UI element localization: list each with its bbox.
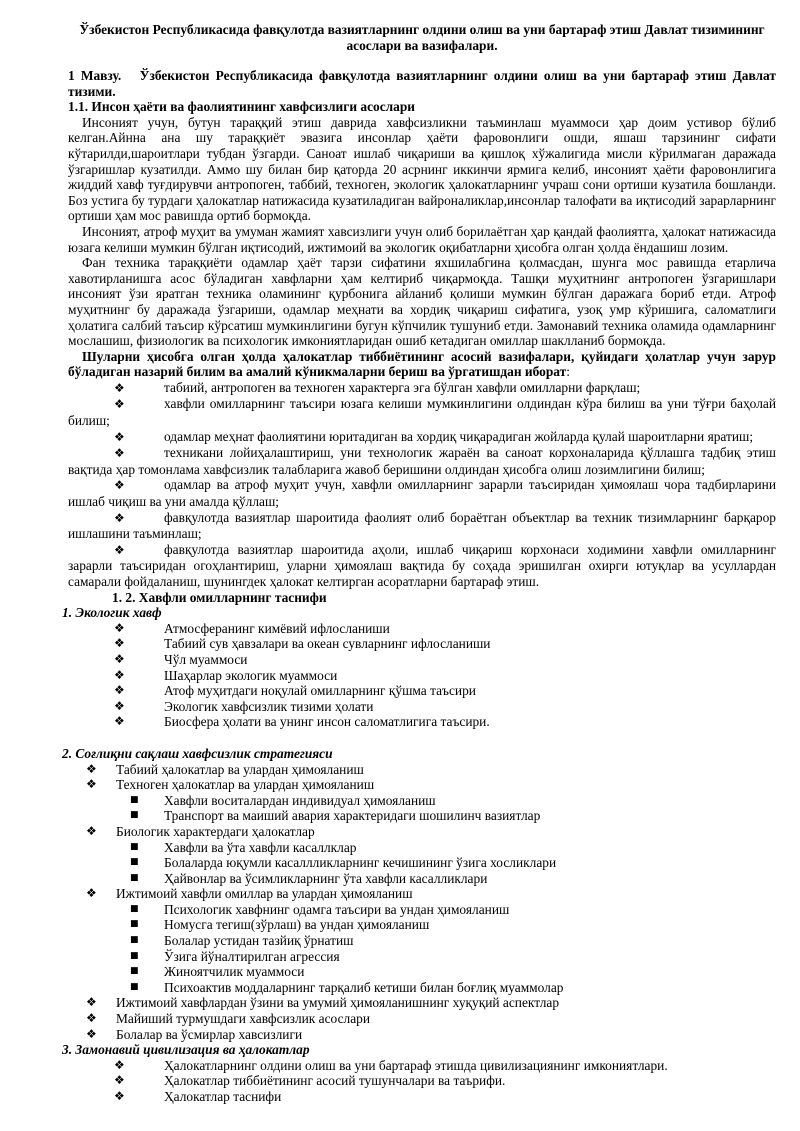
hazard-item-text: Шаҳарлар экологик муаммоси [164, 667, 338, 683]
strategy-item-text: Майиший турмушдаги хавфсизлик асослари [116, 1011, 371, 1027]
strategy-sub-item-text: Ўзига йўналтирилган агрессия [164, 948, 340, 964]
hazard-item [114, 668, 776, 684]
task-bullet-text: техникани лойиҳалаштириш, уни технологик жараён ва саноат корхоналарида қўллашга тадбиқ этиш вақтида ҳар томонлама хавфсизлик талабларига жавоб беришини олдиндан ҳисобга олиш лозимлигини билиш; [68, 445, 776, 477]
task-bullet-item [68, 429, 776, 446]
paragraph: Инсоният, атроф муҳит ва умуман жамият хавсизлиги учун олиб борилаётган ҳар қандай фаолиятга, ҳалокат натижасида юзага келиши мумкин бўлган иқтисодий, ижтимоий ва экологик оқибатларни ҳисобга олган ҳолда ёндашиш лозим. [68, 223, 776, 255]
diamond-bullet-icon: ❖ [114, 620, 125, 635]
strategy-sub-item-text: Транспорт ва маиший авария характеридаги шошилинч вазиятлар [164, 808, 541, 824]
strategy-item [86, 886, 776, 902]
tasks-intro-colon: : [566, 364, 570, 380]
chapter-title: Ўзбекистон Республикасида фавқулотда вазиятларнинг олдини олиш ва уни бартараф этиш Давлат тизими. [68, 68, 776, 99]
hazard-item-text: Табиий сув ҳавзалари ва океан сувларнинг ифлосланиши [164, 636, 491, 652]
strategy-sub-item [130, 964, 776, 980]
diamond-bullet-icon: ❖ [86, 1011, 97, 1026]
square-bullet-icon: ■ [130, 794, 139, 805]
diamond-bullet-icon: ❖ [114, 1057, 125, 1072]
diamond-bullet-icon: ❖ [114, 714, 125, 729]
square-bullet-icon: ■ [130, 950, 139, 961]
task-bullet-item [68, 380, 776, 397]
strategy-sub-item-text: Болалар устидан тазйиқ ўрнатиш [164, 933, 354, 949]
diamond-bullet-icon: ❖ [114, 446, 125, 461]
hazard-item [114, 699, 776, 715]
tasks-bullet-list [68, 380, 776, 590]
hazard-group-title: 3. Замонавий цивилизация ва ҳалокатлар [62, 1042, 310, 1058]
square-bullet-icon: ■ [130, 857, 139, 868]
diamond-bullet-icon: ❖ [114, 698, 125, 713]
strategy-sub-item-text: Психологик хавфнинг одамга таъсири ва ундан ҳимояланиш [164, 901, 510, 917]
diamond-bullet-icon: ❖ [114, 429, 125, 444]
strategy-sub-item-text: Психоактив моддаларнинг тарқалиб кетиши билан боғлиқ муаммолар [164, 979, 564, 995]
strategy-item [86, 1027, 776, 1043]
strategy-sub-item [130, 871, 776, 887]
strategy-item [86, 762, 776, 778]
square-bullet-icon: ■ [130, 966, 139, 977]
diamond-bullet-icon: ❖ [114, 667, 125, 682]
task-bullet-text: одамлар меҳнат фаолиятини юритадиган ва хордиқ чиқарадиган жойларда қулай шароитларни яратиш; [164, 428, 754, 444]
hazard-item [114, 1058, 776, 1074]
task-bullet-text: одамлар ва атроф муҳит учун, хавфли омилларнинг зарарли таъсиридан ҳимоялаш чора тадбирларини ишлаб чиқиш ва уни амалда қўллаш; [68, 477, 776, 510]
task-bullet-item [68, 510, 776, 542]
strategy-item [86, 777, 776, 793]
diamond-bullet-icon: ❖ [114, 683, 125, 698]
task-bullet-text: фавқулотда вазиятлар шароитида аҳоли, ишлаб чиқариш корхонаси ходимини хавфли омилларнинг зарарли таъсиридан огоҳлантириш, уларни ҳимоялаш вақтида бу соҳада эришилган охирги ютуқлар ва усуллардан самарали фойдаланиш, шунингдек ҳалокат келтирган асоратларни бартараф этиш. [68, 541, 776, 589]
hazard-item-text: Биосфера ҳолати ва унинг инсон саломатлигига таъсири. [164, 714, 490, 730]
task-bullet-text: хавфли омилларнинг таъсири юзага келиши мумкинлигини олдиндан кўра билиш ва уни тўғри баҳолай билиш; [68, 396, 776, 429]
strategy-sub-item [130, 949, 776, 965]
spacer [68, 730, 776, 746]
square-bullet-icon: ■ [130, 872, 139, 883]
document-title: Ўзбекистон Республикасида фавқулотда вазиятларнинг олдини олиш ва уни бартараф этиш Давлат тизимининг асослари ва вазифалари. [79, 22, 765, 53]
diamond-bullet-icon: ❖ [86, 995, 97, 1010]
chapter-heading [68, 68, 776, 99]
diamond-bullet-icon: ❖ [86, 761, 97, 776]
strategy-item [86, 995, 776, 1011]
hazard-item [114, 621, 776, 637]
strategy-sub-item [130, 980, 776, 996]
diamond-bullet-icon: ❖ [86, 777, 97, 792]
strategy-item [86, 1011, 776, 1027]
hazard-item-text: Ҳалокатлар тиббиётининг асосий тушунчалари ва таърифи. [164, 1073, 506, 1089]
diamond-bullet-icon: ❖ [114, 478, 125, 493]
section-1-1-heading: 1.1. Инсон ҳаёти ва фаолиятининг хавфсизлиги асослари [68, 99, 416, 115]
section-1-2-heading: 1. 2. Хавфли омилларнинг таснифи [112, 589, 327, 605]
diamond-bullet-icon: ❖ [86, 1026, 97, 1041]
hazard-item [114, 683, 776, 699]
strategy-item-text: Табиий ҳалокатлар ва улардан ҳимояланиш [116, 761, 364, 777]
hazard-item-text: Чўл муаммоси [164, 651, 248, 667]
hazard-item [114, 1089, 776, 1105]
square-bullet-icon: ■ [130, 810, 139, 821]
strategy-sub-item [130, 902, 776, 918]
diamond-bullet-icon: ❖ [114, 380, 125, 395]
strategy-sub-item [130, 840, 776, 856]
hazard-item-text: Атоф муҳитдаги ноқулай омилларнинг қўшма таъсири [164, 683, 476, 699]
hazard-group-title: 1. Экологик хавф [62, 605, 162, 621]
strategy-sub-item [130, 855, 776, 871]
task-bullet-item [68, 396, 776, 428]
square-bullet-icon: ■ [130, 919, 139, 930]
diamond-bullet-icon: ❖ [114, 1089, 125, 1103]
strategy-sub-item [130, 808, 776, 824]
hazard-item-text: Экологик хавфсизлик тизими ҳолати [164, 698, 374, 714]
strategy-sub-item-text: Жиноятчилик муаммоси [164, 964, 305, 980]
square-bullet-icon: ■ [130, 935, 139, 946]
strategy-item-text: Болалар ва ўсмирлар хавсизлиги [116, 1026, 303, 1042]
hazard-item-text: Ҳалокатлар таснифи [164, 1089, 282, 1104]
diamond-bullet-icon: ❖ [86, 823, 97, 838]
hazard-group-title: 2. Соғлиқни сақлаш хавфсизлик стратегияси [62, 745, 333, 761]
hazard-groups [62, 605, 776, 1104]
paragraph: Фан техника тараққиёти одамлар ҳаёт тарзи сифатини яхшилабгина қолмасдан, шунга мос равишда етарлича хавотирланишга асос бўладиган хавфларни ҳам келтириб чиқармоқда. Ташқи муҳитнинг антропоген ўзгаришлари инсоният ўзи яратган техника оламининг қурбонига айланиб қолиши мумкин бўлган даражага бориб етди. Атроф муҳитнинг бу даражада ўзгариши, одамлар меҳнати ва хордиқ чиқариш сифатига, узоқ умр кўришига, саломатлиги ҳолатига салбий таъсир кўрсатиш мумкинлигини бугун кўпчилик тушуниб етди. Замонавий техника оламида одамларнинг мослашиш, физиологик ва психологик имкониятларидан ошиб кетадиган омиллар шаклланиб бормоқда. [68, 255, 776, 349]
strategy-sub-item [130, 793, 776, 809]
tasks-intro-paragraph [68, 349, 776, 380]
hazard-item [114, 636, 776, 652]
strategy-sub-item-text: Ҳайвонлар ва ўсимликларнинг ўта хавфли касалликлари [164, 870, 488, 886]
paragraph: Инсоният учун, бутун тараққий этиш даврида хавфсизликни таъминлаш муаммоси ҳар доим устивор бўлиб келган.Айнна ана шу тараққиёт эвазига инсонлар ҳаёти фаровонлиги ошди, яшаш тарзининг сифати кўтарилди,шароитлари тубдан ўзгарди. Саноат ишлаб чиқариши ва қишлоқ хўжалигида мисли кўрилмаган даражада ўзгаришлар кузатилди. Аммо шу билан бир қаторда 20 асрнинг иккинчи ярмига келиб, инсоният ҳаёти фаровонлигига жиддий хавф туғдирувчи антропоген, таббий, техноген, экологик ҳалокатларнинг учраш сони ортиши кузатила бошланди. Боз устига бу турдаги ҳалокатлар натижасида кузатиладиган вайроналиклар,инсонлар талофати ва иқтисодий зарарларнинг ортиши ҳам мос равишда ортиб бормоқда. [68, 114, 776, 224]
strategy-sub-item [130, 933, 776, 949]
diamond-bullet-icon: ❖ [114, 510, 125, 525]
diamond-bullet-icon: ❖ [114, 1073, 125, 1088]
strategy-item-text: Ижтимоий хавфлардан ўзини ва умумий ҳимояланишнинг хуқуқий аспектлар [116, 995, 560, 1011]
square-bullet-icon: ■ [130, 981, 139, 992]
task-bullet-text: фавқулотда вазиятлар шароитида фаолият олиб бораётган объектлар ва техник тизимларнинг барқарор ишлашини таъминлаш; [68, 509, 776, 542]
hazard-item-text: Атмосферанинг кимёвий ифлосланиши [164, 620, 390, 636]
strategy-item-text: Биологик характердаги ҳалокатлар [116, 823, 315, 839]
tasks-intro-text: Шуларни ҳисобга олган ҳолда ҳалокатлар тиббиётининг асосий вазифалари, қуйидаги ҳолатлар учун зарур бўладиган назарий билим ва амалий кўникмаларни бериш ва ўргатишдан иборат [68, 348, 776, 380]
strategy-item [86, 824, 776, 840]
strategy-sub-item-text: Хавфли ва ўта хавфли касаллклар [164, 839, 357, 855]
document-page [62, 22, 776, 1105]
task-bullet-text: табиий, антропоген ва техноген характерга эга бўлган хавфли омилларни фарқлаш; [164, 379, 641, 395]
task-bullet-item [68, 477, 776, 509]
diamond-bullet-icon: ❖ [86, 886, 97, 901]
hazard-item [114, 714, 776, 730]
diamond-bullet-icon: ❖ [114, 651, 125, 666]
task-bullet-item [68, 542, 776, 590]
diamond-bullet-icon: ❖ [114, 542, 125, 557]
hazard-item [114, 652, 776, 668]
strategy-sub-item-text: Болаларда юқумли касаллликларнинг кечишининг ўзига хосликлари [164, 855, 557, 871]
hazard-item-text: Ҳалокатларнинг олдини олиш ва уни бартараф этишда цивилизациянинг имкониятлари. [164, 1057, 668, 1073]
diamond-bullet-icon: ❖ [114, 636, 125, 651]
square-bullet-icon: ■ [130, 903, 139, 914]
strategy-sub-item [130, 917, 776, 933]
hazard-item [114, 1073, 776, 1089]
strategy-sub-item-text: Номусга тегиш(зўрлаш) ва ундан ҳимояланиш [164, 917, 430, 933]
strategy-item-text: Техноген ҳалокатлар ва улардан ҳимояланиш [116, 777, 375, 793]
diamond-bullet-icon: ❖ [114, 397, 125, 412]
chapter-number: 1 Мавзу. [68, 68, 122, 83]
strategy-item-text: Ижтимоий хавфли омиллар ва улардан ҳимояланиш [116, 886, 413, 902]
task-bullet-item [68, 445, 776, 477]
square-bullet-icon: ■ [130, 841, 139, 852]
strategy-sub-item-text: Хавфли воситалардан индивидуал ҳимояланиш [164, 792, 436, 808]
